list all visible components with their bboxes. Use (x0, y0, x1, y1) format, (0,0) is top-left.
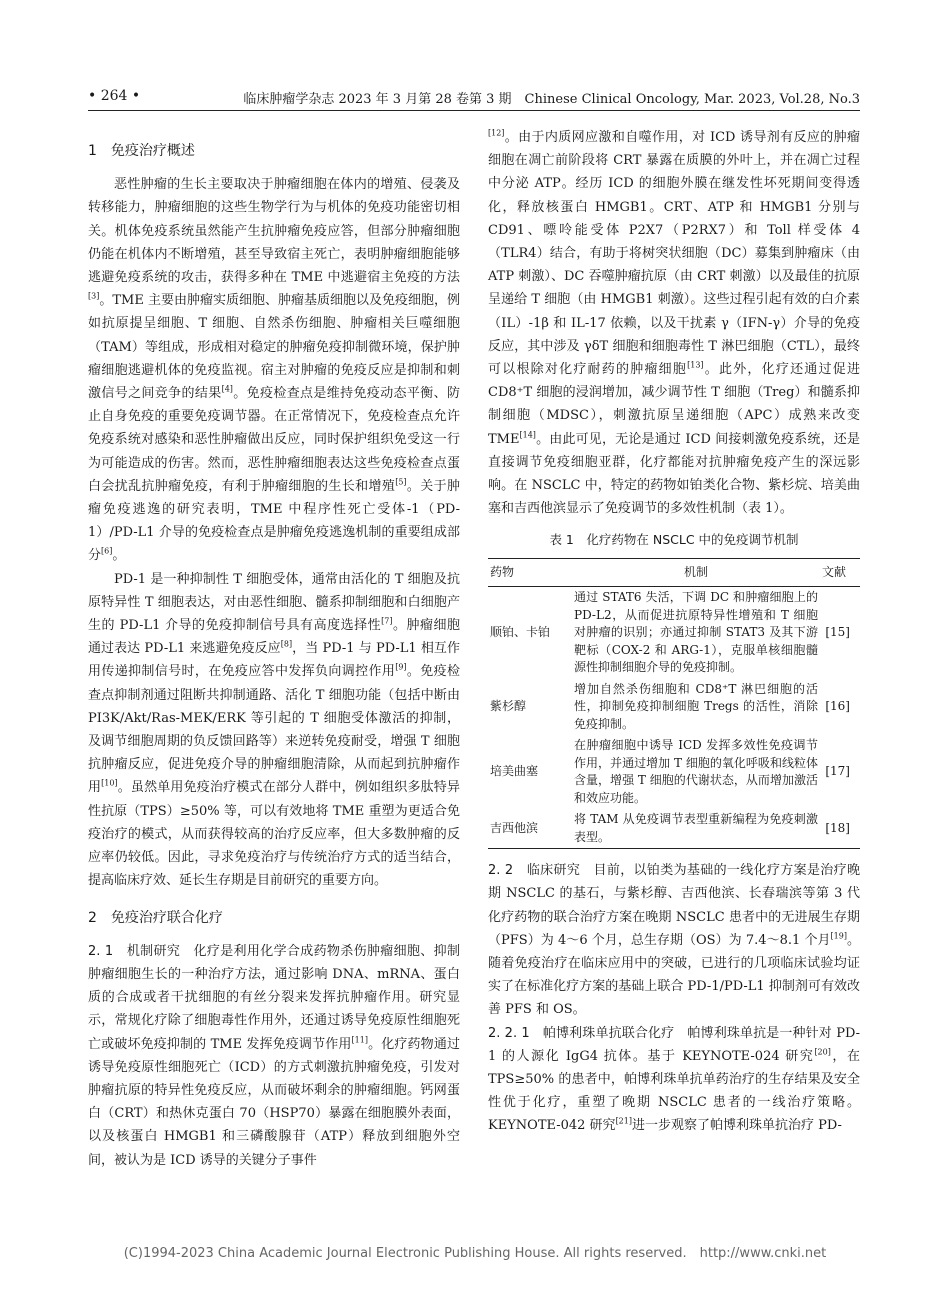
mechanism-cell: 在肿瘤细胞中诱导 ICD 发挥多效性免疫调节作用，并通过增加 T 细胞的氧化呼吸和线粒体含量，增强 T 细胞的代谢状态，从而增加激活和效应功能。 (574, 738, 818, 805)
reference-cell: [16] (825, 699, 850, 714)
subsection-2-2-heading: 2. 2 临床研究 (488, 863, 581, 879)
copyright-footer: (C)1994-2023 China Academic Journal Electronic Publishing House. All rights reserved. http://www.cnki.net (123, 1246, 827, 1261)
citation: [21] (615, 1117, 632, 1127)
drug-cell: 紫杉醇 (490, 699, 527, 714)
table-header-cell: 文献 (820, 558, 860, 587)
citation: [12] (488, 128, 505, 138)
table-row (488, 735, 860, 809)
section-2-1-paragraph: 2. 1 机制研究 化疗是利用化学合成药物杀伤肿瘤细胞、抑制肿瘤细胞生长的一种治疗方法，通过影响 DNA、mRNA、蛋白质的合成或者干扰细胞的有丝分裂来发挥抗肿瘤作用。研究显示，常规化疗除了细胞毒性作用外，还通过诱导免疫原性细胞死亡或破坏免疫抑制的 TME 发挥免疫调节作用[11]。化疗药物通过诱导免疫原性细胞死亡（ICD）的方式刺激抗肿瘤免疫，引发对肿瘤抗原的特异性免疫反应，从而破坏剩余的肿瘤细胞。钙网蛋白（CRT）和热休克蛋白 70（HSP70）暴露在细胞膜外表面，以及核蛋白 HMGB1 和三磷酸腺苷（ATP）释放到细胞外空间，被认为是 ICD 诱导的关键分子事件 (88, 943, 460, 1168)
reference-cell: [18] (825, 820, 850, 835)
section-1-heading: 1 免疫治疗概述 (88, 143, 195, 159)
section-2-2-paragraph: 2. 2 临床研究 目前，以铂类为基础的一线化疗方案是治疗晚期 NSCLC 的基石，与紫杉醇、吉西他滨、长春瑞滨等第 3 代化疗药物的联合治疗方案在晚期 NSCLC 患者中的无进展生存期（PFS）为 4～6 个月，总生存期（OS）为 7.4～8.1 个月[19]。随着免疫治疗在临床应用中的突破，已进行的几项临床试验均证实了在标准化疗方案的基础上联合 PD-1/PD-L1 抑制剂可有效改善 PFS 和 OS。 (488, 863, 860, 1018)
table-row (488, 587, 860, 679)
table-header-row (488, 558, 860, 587)
mechanism-cell: 增加自然杀伤细胞和 CD8⁺T 淋巴细胞的活性，抑制免疫抑制细胞 Tregs 的活性，消除免疫抑制。 (574, 681, 818, 731)
reference-cell: [15] (825, 625, 850, 640)
citation: [6] (101, 547, 113, 557)
citation: [8] (280, 639, 293, 649)
citation: [14] (519, 430, 536, 440)
section-2-1-continued: [12]。由于内质网应激和自噬作用，对 ICD 诱导剂有反应的肿瘤细胞在凋亡前阶段将 CRT 暴露在质膜的外叶上，并在凋亡过程中分泌 ATP。经历 ICD 的细胞外膜在继发性坏死期间变得透化，释放核蛋白 HMGB1。CRT、ATP 和 HMGB1 分别与 CD91、嘌呤能受体 P2X7（P2RX7）和 Toll 样受体 4（TLR4）结合，有助于将树突状细胞（DC）募集到肿瘤床（由 ATP 刺激）、DC 吞噬肿瘤抗原（由 CRT 刺激）以及最佳的抗原呈递给 T 细胞（由 HMGB1 刺激）。这些过程引起有效的白介素（IL）-1β 和 IL-17 依赖，以及干扰素 γ（IFN-γ）介导的免疫反应，其中涉及 γδT 细胞和细胞毒性 T 淋巴细胞（CTL），最终可以根除对化疗耐药的肿瘤细胞[13]。此外，化疗还通过促进 CD8⁺T 细胞的浸润增加，减少调节性 T 细胞（Treg）和髓系抑制细胞（MDSC），刺激抗原呈递细胞（APC）成熟来改变 TME[14]。由此可见，无论是通过 ICD 间接刺激免疫系统，还是直接调节免疫细胞亚群，化疗都能对抗肿瘤免疫产生的深远影响。在 NSCLC 中，特定的药物如铂类化合物、紫杉烷、培美曲塞和吉西他滨显示了免疫调节的多效性机制（表 1）。 (488, 128, 860, 517)
citation: [7] (381, 616, 393, 626)
drug-cell: 顺铂、卡铂 (490, 625, 551, 640)
section-2-heading: 2 免疫治疗联合化疗 (88, 909, 223, 926)
citation: [13] (687, 360, 704, 370)
mechanism-cell: 通过 STAT6 失活，下调 DC 和肿瘤细胞上的 PD-L2，从而促进抗原特异性增殖和 T 细胞对肿瘤的识别；亦通过抑制 STAT3 及其下游靶标（COX-2 和 ARG-1），克服单核细胞髓源性抑制细胞介导的免疫抑制。 (574, 590, 818, 675)
reference-cell: [17] (825, 764, 850, 779)
journal-citation: 临床肿瘤学杂志 2023 年 3 月第 28 卷第 3 期 Chinese Clinical Oncology, Mar. 2023, Vol.28, No.3 (243, 92, 860, 107)
drug-cell: 培美曲塞 (490, 764, 539, 779)
table-row (488, 679, 860, 736)
mechanism-cell: 将 TAM 从免疫调节表型重新编程为免疫刺激表型。 (574, 812, 818, 844)
section-2-2-1-paragraph: 2. 2. 1 帕博利珠单抗联合化疗 帕博利珠单抗是一种针对 PD-1 的人源化 IgG4 抗体。基于 KEYNOTE-024 研究[20]，在 TPS≥50% 的患者中，帕博利珠单抗单药治疗的生存结果及安全性优于化疗，重塑了晚期 NSCLC 患者的一线治疗策略。KEYNOTE-042 研究[21]进一步观察了帕博利珠单抗治疗 PD- (488, 1025, 861, 1134)
citation: [20] (814, 1047, 831, 1057)
citation: [10] (101, 779, 118, 789)
page-number: • 264 • (88, 88, 141, 104)
left-column (88, 126, 460, 1172)
subsection-2-2-1-heading: 2. 2. 1 帕博利珠单抗联合化疗 (488, 1025, 675, 1041)
table-1 (488, 558, 860, 850)
table-row (488, 809, 860, 849)
section-1-paragraph-2: PD-1 是一种抑制性 T 细胞受体，通常由活化的 T 细胞及抗原特异性 T 细胞表达，对由恶性细胞、髓系抑制细胞和白细胞产生的 PD-L1 介导的免疫抑制信号具有高度选择性[7]。肿瘤细胞通过表达 PD-L1 来逃避免疫反应[8]，当 PD-1 与 PD-L1 相互作用传递抑制信号时，在免疫应答中发挥负向调控作用[9]。免疫检查点抑制剂通过阻断共抑制通路、活化 T 细胞功能（包括中断由 PI3K/Akt/Ras-MEK/ERK 等引起的 T 细胞受体激活的抑制，及调节细胞周期的负反馈回路等）来逆转免疫耐受，增强 T 细胞抗肿瘤反应，促进免疫介导的肿瘤细胞清除，从而起到抗肿瘤作用[10]。虽然单用免疫治疗模式在部分人群中，例如组织多肽特异性抗原（TPS）≥50% 等，可以有效地将 TME 重塑为更适合免疫治疗的模式，从而获得较高的治疗反应率，但大多数肿瘤的反应率仍较低。因此，寻求免疫治疗与传统治疗方式的适当结合，提高临床疗效、延长生存期是目前研究的重要方向。 (88, 571, 460, 889)
citation: [5] (395, 477, 407, 487)
citation: [19] (830, 931, 847, 941)
subsection-2-1-heading: 2. 1 机制研究 (88, 943, 181, 959)
citation: [11] (351, 1035, 368, 1045)
table-header-cell: 药物 (488, 558, 572, 587)
table-header-cell: 机制 (572, 558, 820, 587)
citation: [4] (221, 384, 233, 394)
section-1-paragraph-1: 恶性肿瘤的生长主要取决于肿瘤细胞在体内的增殖、侵袭及转移能力，肿瘤细胞的这些生物学行为与机体的免疫功能密切相关。机体免疫系统虽然能产生抗肿瘤免疫应答，但部分肿瘤细胞仍能在机体内不断增殖，甚至导致宿主死亡，表明肿瘤细胞能够逃避免疫系统的攻击，获得多种在 TME 中逃避宿主免疫的方法[3]。TME 主要由肿瘤实质细胞、肿瘤基质细胞以及免疫细胞，例如抗原提呈细胞、T 细胞、自然杀伤细胞、肿瘤相关巨噬细胞（TAM）等组成，形成相对稳定的肿瘤免疫抑制微环境，保护肿瘤细胞逃避机体的免疫监视。宿主对肿瘤的免疫反应是抑制和刺激信号之间竞争的结果[4]。免疫检查点是维持免疫动态平衡、防止自身免疫的重要免疫调节器。在正常情况下，免疫检查点允许免疫系统对感染和恶性肿瘤做出反应，同时保护组织免受这一行为可能造成的伤害。然而，恶性肿瘤细胞表达这些免疫检查点蛋白会扰乱抗肿瘤免疫，有利于肿瘤细胞的生长和增殖[5]。关于肿瘤免疫逃逸的研究表明，TME 中程序性死亡受体-1（PD-1）/PD-L1 介导的免疫检查点是肿瘤免疫逃逸机制的重要组成部分[6]。 (88, 177, 460, 564)
citation: [3] (88, 291, 100, 301)
table-1-caption: 表 1 化疗药物在 NSCLC 中的免疫调节机制 (549, 532, 799, 548)
running-header (88, 84, 860, 111)
drug-cell: 吉西他滨 (490, 820, 539, 835)
citation: [9] (395, 663, 407, 673)
right-column (488, 126, 860, 1138)
